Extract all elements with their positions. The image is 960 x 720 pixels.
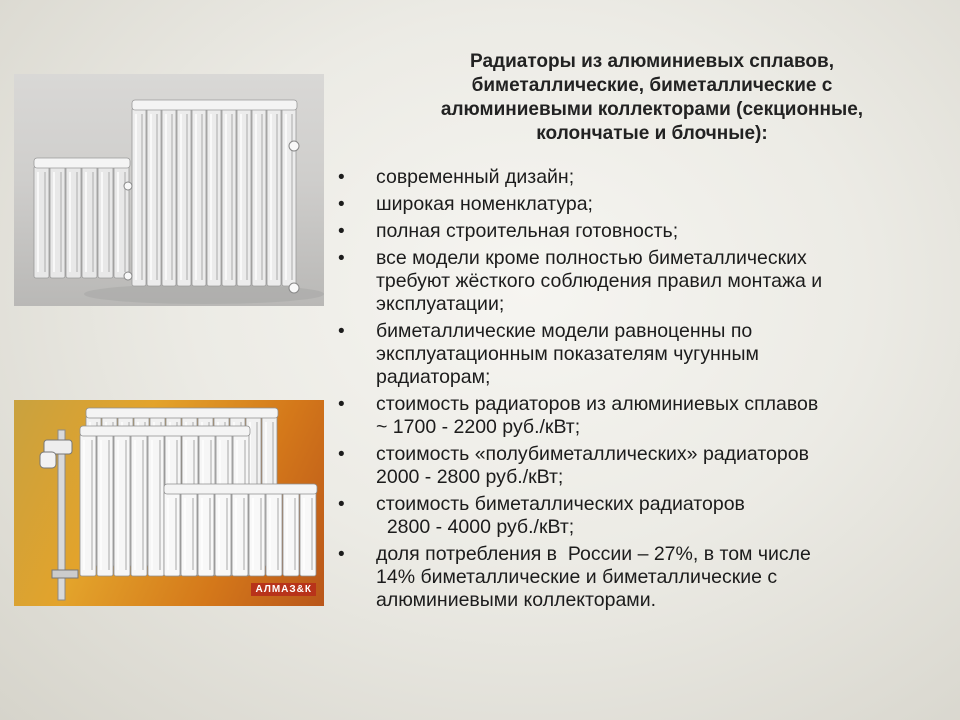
bullet-item	[338, 247, 948, 316]
bullet-text: стоимость радиаторов из алюминиевых сплавов	[376, 393, 819, 415]
bullet-text: 14% биметаллические и биметаллические с	[376, 566, 778, 588]
bullet-text: эксплуатационным показателям чугунным	[376, 343, 759, 365]
bullet-item	[338, 443, 948, 489]
bullet-text: ~ 1700 - 2200 руб./кВт;	[376, 416, 581, 438]
bullet-icon: •	[338, 394, 345, 415]
bullet-text: доля потребления в России – 27%, в том числе	[376, 543, 811, 565]
radiators-photo-bottom	[14, 400, 324, 606]
radiators-illustration-top	[14, 74, 324, 306]
title-line: Радиаторы из алюминиевых сплавов,	[470, 51, 834, 72]
title-line: колончатые и блочные):	[536, 123, 768, 144]
title-line: алюминиевыми коллекторами (секционные,	[440, 99, 864, 120]
bullet-icon: •	[338, 194, 345, 215]
bullet-text: радиаторам;	[376, 366, 491, 388]
radiators-photo-top	[14, 74, 324, 306]
bullet-icon: •	[338, 444, 345, 465]
title-line: биметаллические, биметаллические с	[471, 75, 833, 96]
bullet-text: современный дизайн;	[376, 166, 575, 188]
radiators-illustration-bottom	[14, 400, 324, 606]
slide-title	[372, 50, 932, 146]
bullet-text: широкая номенклатура;	[376, 193, 593, 215]
bullet-icon: •	[338, 221, 345, 242]
bullet-text: полная строительная готовность;	[376, 220, 679, 242]
bullet-text: 2800 - 4000 руб./кВт;	[376, 516, 575, 538]
bullet-item	[338, 166, 948, 189]
bullet-list	[338, 166, 948, 616]
bullet-text: эксплуатации;	[376, 293, 505, 315]
bullet-text: стоимость биметаллических радиаторов	[376, 493, 745, 515]
bullet-icon: •	[338, 321, 345, 342]
bullet-icon: •	[338, 544, 345, 565]
bullet-text: биметаллические модели равноценны по	[376, 320, 753, 342]
bullet-item	[338, 543, 948, 612]
bullet-text: стоимость «полубиметаллических» радиаторов	[376, 443, 809, 465]
bullet-text: алюминиевыми коллекторами.	[376, 589, 657, 611]
bullet-text: все модели кроме полностью биметаллических	[376, 247, 807, 269]
bullet-item	[338, 393, 948, 439]
bullet-icon: •	[338, 248, 345, 269]
bullet-item	[338, 320, 948, 389]
bullet-text: требуют жёсткого соблюдения правил монтажа и	[376, 270, 823, 292]
bullet-item	[338, 193, 948, 216]
brand-logo: АЛМАЗ&К	[251, 583, 316, 596]
bullet-icon: •	[338, 167, 345, 188]
bullet-item	[338, 220, 948, 243]
bullet-text: 2000 - 2800 руб./кВт;	[376, 466, 564, 488]
bullet-item	[338, 493, 948, 539]
bullet-icon: •	[338, 494, 345, 515]
